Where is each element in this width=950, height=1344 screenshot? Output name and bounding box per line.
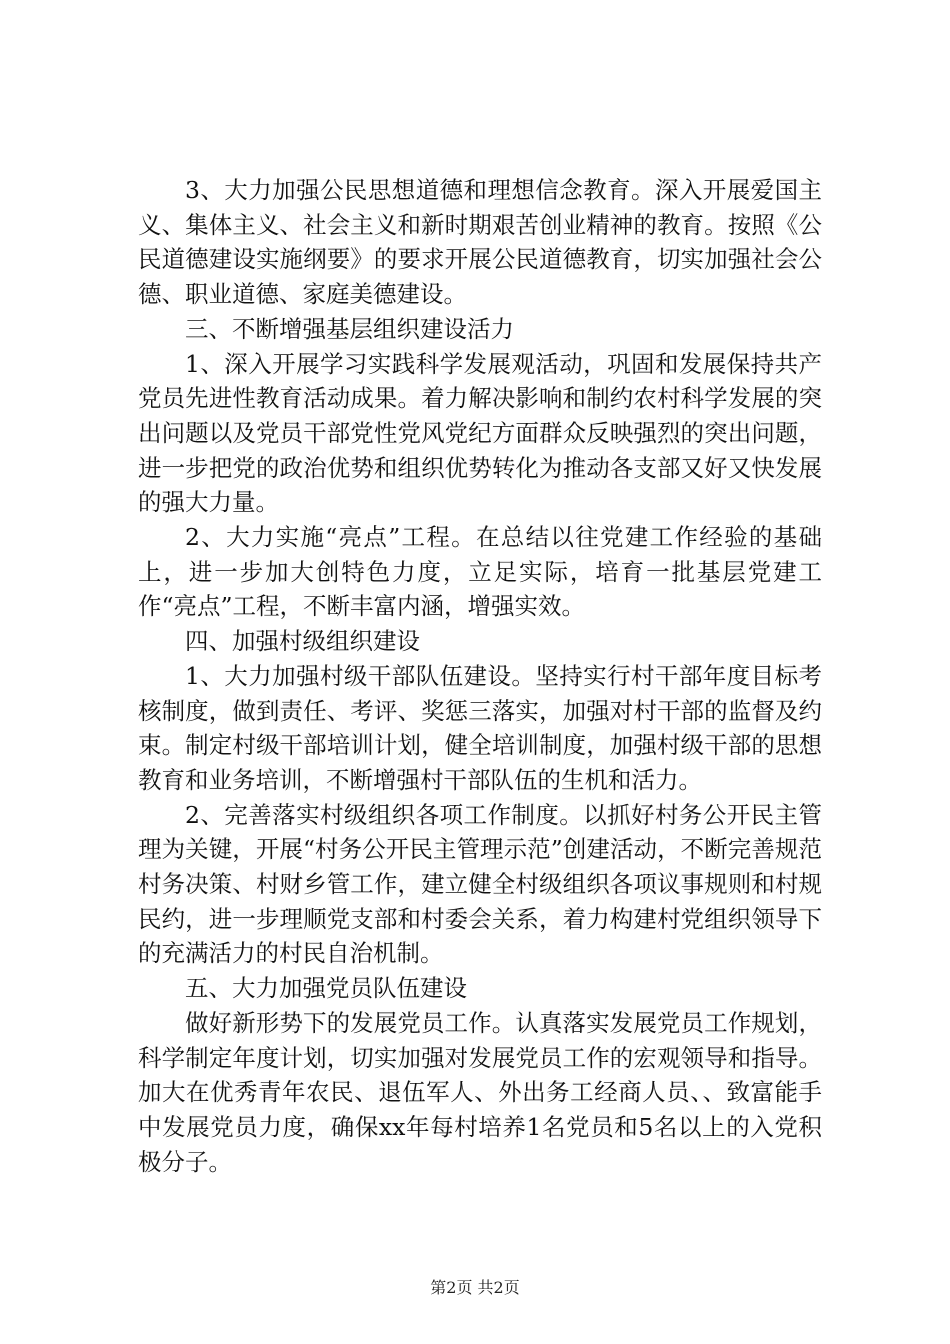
document-body: [138, 173, 822, 1179]
page-footer: 第2页 共2页: [430, 1278, 520, 1297]
section-heading-5: 五、大力加强党员队伍建设: [185, 974, 467, 1003]
paragraph-party-member-development: 做好新形势下的发展党员工作。认真落实发展党员工作规划，科学制定年度计划，切实加强对发展党员工作的宏观领导和指导。加大在优秀青年农民、退伍军人、外出务工经商人员、、致富能手中发展党员力度，确保xx年每村培养1名党员和5名以上的入党积极分子。: [138, 1008, 822, 1176]
section-heading-3: 三、不断增强基层组织建设活力: [185, 314, 514, 343]
section-heading-4: 四、加强村级组织建设: [185, 627, 420, 656]
paragraph-item-1-study-practice: 1、深入开展学习实践科学发展观活动，巩固和发展保持共产党员先进性教育活动成果。着力解决影响和制约农村科学发展的突出问题以及党员干部党性党风党纪方面群众反映强烈的突出问题，进一步把党的政治优势和组织优势转化为推动各支部又好又快发展的强大力量。: [138, 349, 822, 517]
paragraph-item-3-moral-education: 3、大力加强公民思想道德和理想信念教育。深入开展爱国主义、集体主义、社会主义和新时期艰苦创业精神的教育。按照《公民道德建设实施纲要》的要求开展公民道德教育，切实加强社会公德、职业道德、家庭美德建设。: [138, 176, 822, 309]
paragraph-item-2-highlight-project: 2、大力实施“亮点”工程。在总结以往党建工作经验的基础上，进一步加大创特色力度，立足实际，培育一批基层党建工作“亮点”工程，不断丰富内涵，增强实效。: [138, 523, 822, 621]
paragraph-item-1-village-cadres: 1、大力加强村级干部队伍建设。坚持实行村干部年度目标考核制度，做到责任、考评、奖惩三落实，加强对村干部的监督及约束。制定村级干部培训计划，健全培训制度，加强村级干部的思想教育和业务培训，不断增强村干部队伍的生机和活力。: [138, 661, 822, 794]
paragraph-item-2-village-systems: 2、完善落实村级组织各项工作制度。以抓好村务公开民主管理为关键，开展“村务公开民主管理示范”创建活动，不断完善规范村务决策、村财乡管工作，建立健全村级组织各项议事规则和村规民约，进一步理顺党支部和村委会关系，着力构建村党组织领导下的充满活力的村民自治机制。: [138, 800, 822, 968]
